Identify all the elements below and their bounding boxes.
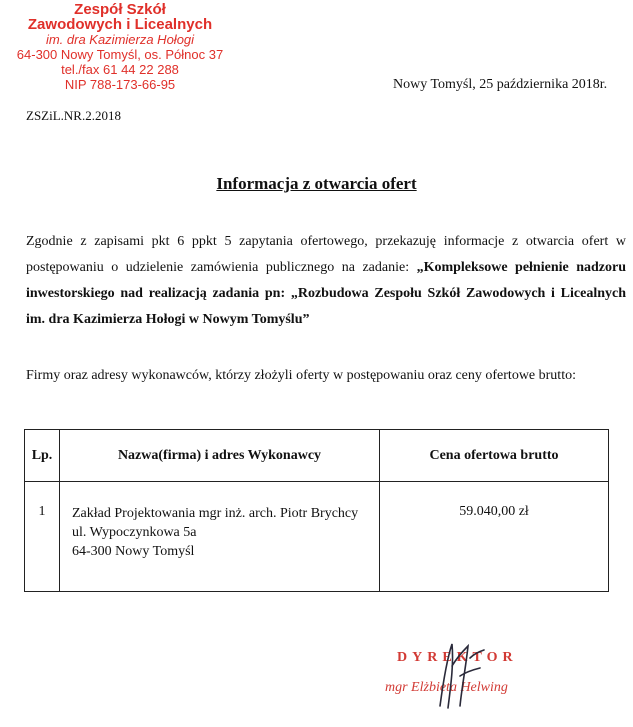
cell-contractor xyxy=(60,482,380,592)
school-stamp xyxy=(0,2,240,92)
task-name: „Kompleksowe pełnienie nadzoru inwestorskiego nad realizacją zadania pn: „Rozbudowa Zespołu Szkół Zawodowych i Licealnych im. dra Kazimierza Hołogi w Nowym Tomyślu” xyxy=(26,260,626,327)
cell-price: 59.040,00 zł xyxy=(380,482,609,592)
intro-text: Zgodnie z zapisami pkt 6 ppkt 5 zapytania ofertowego, przekazuję informacje z otwarcia ofert w postępowaniu o udzielenie zamówienia publicznego na zadanie: xyxy=(26,234,626,275)
handwritten-signature xyxy=(430,636,490,716)
signature-name: mgr Elżbieta Helwing xyxy=(385,680,508,695)
stamp-line-3: im. dra Kazimierza Hołogi xyxy=(45,32,195,47)
contractor-street: ul. Wypoczynkowa 5a xyxy=(72,525,197,540)
document-date: Nowy Tomyśl, 25 października 2018r. xyxy=(393,77,608,92)
contractor-name: Zakład Projektowania mgr inż. arch. Piotr Brychcy xyxy=(72,506,359,521)
offers-table xyxy=(24,429,609,592)
contractor-city: 64-300 Nowy Tomyśl xyxy=(72,544,195,559)
document-title: Informacja z otwarcia ofert xyxy=(216,174,417,193)
reference-number: ZSZiL.NR.2.2018 xyxy=(26,108,121,123)
signature-role: DYREKTOR xyxy=(397,650,518,665)
firms-intro-line: Firmy oraz adresy wykonawców, którzy złożyli oferty w postępowaniu oraz ceny ofertowe brutto: xyxy=(26,368,576,383)
table-header-row xyxy=(25,430,609,482)
stamp-line-6: NIP 788-173-66-95 xyxy=(64,77,176,92)
stamp-line-5: tel./fax 61 44 22 288 xyxy=(61,62,179,77)
stamp-line-1: Zespół Szkół xyxy=(74,1,166,18)
intro-paragraph xyxy=(26,229,626,333)
header-lp: Lp. xyxy=(25,430,60,482)
cell-lp: 1 xyxy=(25,482,60,592)
stamp-line-4: 64-300 Nowy Tomyśl, os. Północ 37 xyxy=(16,47,224,62)
header-contractor: Nazwa(firma) i adres Wykonawcy xyxy=(60,430,380,482)
stamp-line-2: Zawodowych i Licealnych xyxy=(27,16,213,33)
header-price: Cena ofertowa brutto xyxy=(380,430,609,482)
table-row xyxy=(25,482,609,592)
